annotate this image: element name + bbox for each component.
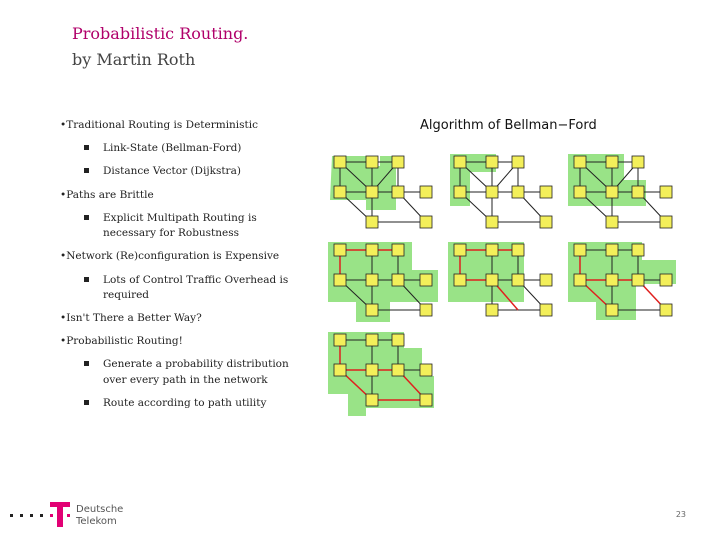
bullet-item: •Probabilistic Routing!	[60, 335, 183, 348]
sub-bullet-item: Route according to path utility	[84, 396, 310, 411]
t-logo-icon	[50, 502, 70, 527]
bullet-item: •Traditional Routing is Deterministic	[60, 119, 259, 131]
square-bullet-icon	[84, 145, 89, 150]
graph-panel-7	[328, 332, 434, 416]
square-bullet-icon	[84, 361, 89, 366]
square-bullet-icon	[84, 168, 89, 173]
figure-title: Algorithm of Bellman−Ford	[420, 118, 597, 133]
bullet-item: •Paths are Brittle	[60, 188, 154, 201]
bullet-item: •Network (Re)configuration is Expensive	[60, 250, 280, 263]
logo-line1: Deutsche	[76, 504, 124, 515]
graph-panel-5	[448, 242, 552, 316]
graph-panel-4	[328, 242, 438, 322]
bullet-item: •Isn't There a Better Way?	[60, 311, 202, 324]
sub-bullet-item: Lots of Control Traffic Overhead is required	[84, 273, 310, 303]
slide-title: Probabilistic Routing.	[72, 24, 249, 43]
bellman-ford-figure	[318, 116, 690, 416]
page-number: 23	[675, 510, 686, 519]
sub-bullet-item: Explicit Multipath Routing is necessary for Robustness	[84, 211, 310, 241]
sub-bullet-item: Distance Vector (Dijkstra)	[84, 164, 310, 179]
graph-panel-3	[568, 154, 672, 228]
logo-line2: Telekom	[76, 516, 117, 527]
dots-icon	[10, 514, 43, 517]
graph-panel-6	[568, 242, 676, 320]
square-bullet-icon	[84, 215, 89, 220]
bullet-list	[60, 118, 310, 419]
graph-panel-2	[450, 154, 552, 228]
deutsche-telekom-logo	[8, 500, 148, 530]
sub-bullet-item: Link-State (Bellman-Ford)	[84, 141, 310, 156]
graph-panel-1	[330, 156, 432, 228]
sub-bullet-item: Generate a probability distribution over every path in the network	[84, 357, 310, 387]
slide-subtitle: by Martin Roth	[72, 50, 196, 69]
square-bullet-icon	[84, 277, 89, 282]
square-bullet-icon	[84, 400, 89, 405]
